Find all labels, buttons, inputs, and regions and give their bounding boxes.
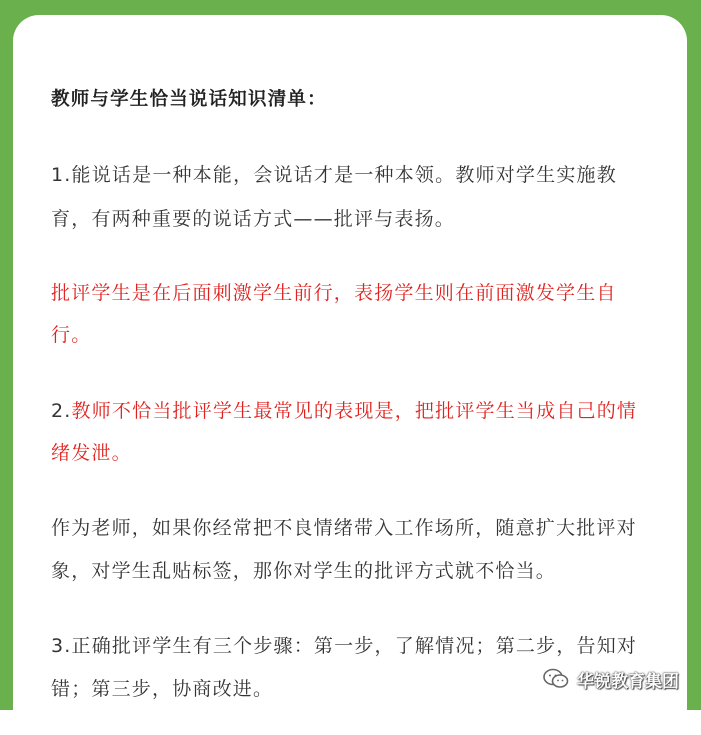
watermark-text: 华锐教育集团 xyxy=(577,671,679,692)
paragraph-2-line-2: 行。 xyxy=(51,324,92,346)
paragraph-3-text: 教师不恰当批评学生最常见的表现是，把批评学生当成自己的情 xyxy=(71,400,638,422)
paragraph-3-line-2: 绪发泄。 xyxy=(51,442,132,464)
paragraph-5-line-2: 错；第三步，协商改进。 xyxy=(51,678,274,700)
paragraph-4-line-1: 作为老师，如果你经常把不良情绪带入工作场所，随意扩大批评对 xyxy=(51,517,637,539)
paragraph-1-line-2: 育，有两种重要的说话方式——批评与表扬。 xyxy=(51,208,456,230)
article-title: 教师与学生恰当说话知识清单： xyxy=(51,89,327,110)
article-card xyxy=(13,15,687,735)
paragraph-2-line-1: 批评学生是在后面刺激学生前行，表扬学生则在前面激发学生自 xyxy=(51,282,617,304)
paragraph-4-line-2: 象，对学生乱贴标签，那你对学生的批评方式就不恰当。 xyxy=(51,560,557,582)
watermark xyxy=(543,666,679,692)
paragraph-1-line-1: 1.能说话是一种本能，会说话才是一种本领。教师对学生实施教 xyxy=(51,164,617,186)
paragraph-3-prefix: 2. xyxy=(51,400,72,422)
wechat-icon xyxy=(543,668,569,690)
paragraph-5-line-1: 3.正确批评学生有三个步骤：第一步，了解情况；第二步，告知对 xyxy=(51,635,638,657)
paragraph-3-line-1 xyxy=(51,396,637,423)
